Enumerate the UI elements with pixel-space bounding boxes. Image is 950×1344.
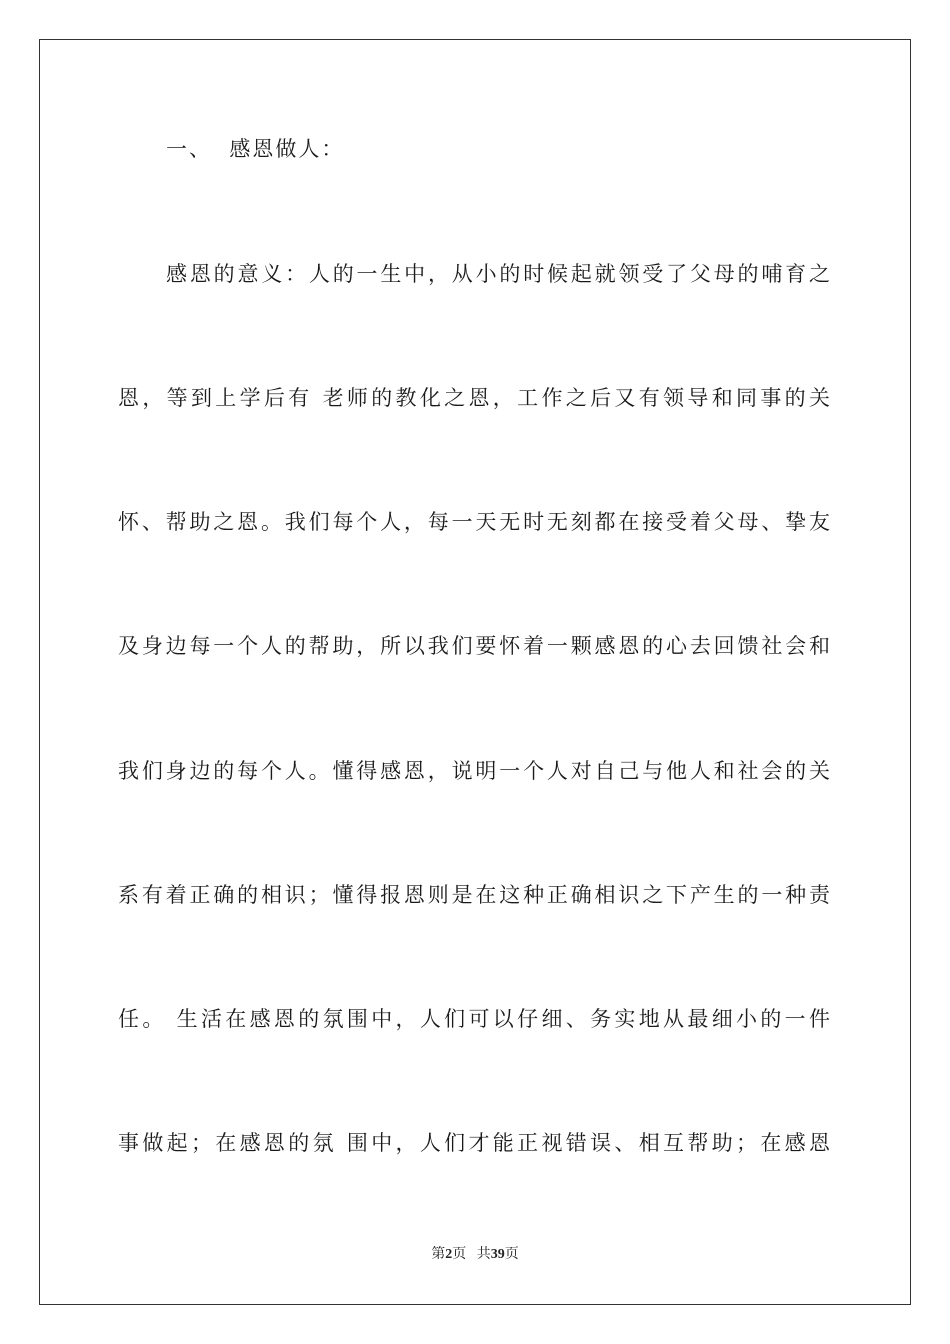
footer-page-number: 2	[445, 1247, 453, 1262]
paragraph-line-8: 事做起；在感恩的氛 围中，人们才能正视错误、相互帮助；在感恩	[118, 1131, 832, 1155]
page-frame	[39, 39, 911, 1305]
paragraph-line-3: 怀、帮助之恩。我们每个人，每一天无时无刻都在接受着父母、挚友	[118, 510, 832, 534]
footer-total-pages: 39	[490, 1247, 505, 1262]
footer-total-suffix: 页	[504, 1247, 519, 1262]
paragraph-line-6: 系有着正确的相识；懂得报恩则是在这种正确相识之下产生的一种责	[118, 883, 832, 907]
paragraph-line-7: 任。 生活在感恩的氛围中，人们可以仔细、务实地从最细小的一件	[118, 1007, 832, 1031]
paragraph-line-1: 感恩的意义：人的一生中，从小的时候起就领受了父母的哺育之	[166, 262, 832, 286]
section-heading: 一、 感恩做人：	[166, 137, 345, 161]
paragraph-line-5: 我们身边的每个人。懂得感恩，说明一个人对自己与他人和社会的关	[118, 759, 832, 783]
paragraph-line-4: 及身边每一个人的帮助，所以我们要怀着一颗感恩的心去回馈社会和	[118, 634, 832, 658]
paragraph-line-2: 恩，等到上学后有 老师的教化之恩，工作之后又有领导和同事的关	[118, 386, 832, 410]
footer-page-prefix: 第	[431, 1247, 446, 1262]
page-footer	[0, 1245, 950, 1265]
footer-total-prefix: 共	[476, 1247, 491, 1262]
footer-page-suffix: 页	[452, 1247, 467, 1262]
